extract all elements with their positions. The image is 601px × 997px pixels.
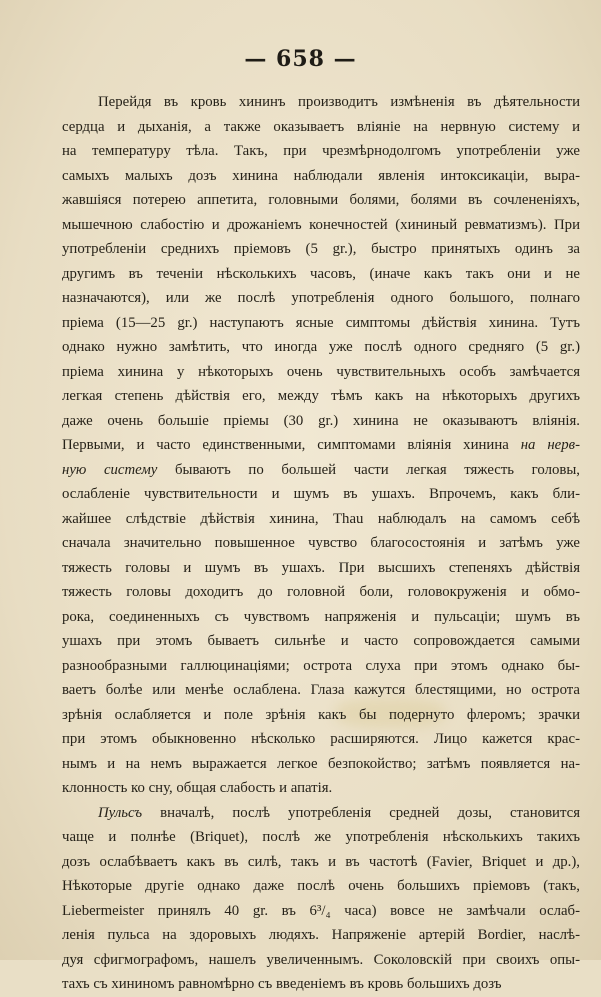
text-line: тахъ съ хининомъ равномѣрно съ введеніемъ въ кровь большихъ дозъ [62, 976, 502, 992]
text-line: пріема (15—25 gr.) наступаютъ ясные симптомы дѣйствія хинина. Тутъ [62, 314, 580, 331]
text-line: даже очень большіе пріемы (30 gr.) хинина не оказываютъ вліянія. [62, 412, 580, 429]
text-line: тяжесть головы и шумъ въ ушахъ. При высшихъ степеняхъ дѣйствія [62, 559, 580, 576]
text-line: дозъ ослабѣваетъ какъ въ силѣ, такъ и въ частотѣ (Favier, Briquet и др.), [62, 853, 580, 870]
text-line: Пульсъ вначалѣ, послѣ употребленія средней дозы, становится [98, 804, 580, 821]
text-line: Liebermeister принялъ 40 gr. въ 6³/₄ часа) вовсе не замѣчали ослаб- [62, 902, 580, 919]
page-number: — 658 — [244, 46, 357, 72]
text-line: зрѣнія ослабляется и поле зрѣнія какъ бы подернуто флеромъ; зрачки [62, 706, 580, 723]
text-line: разнообразными галлюцинаціями; острота слуха при этомъ однако бы- [62, 657, 580, 674]
text-line: жавшіяся потерею аппетита, головными болями, болями въ сочлененіяхъ, [62, 192, 580, 208]
text-line: пріема хинина у нѣкоторыхъ очень чувствительныхъ особъ замѣчается [62, 363, 580, 380]
text-line: ослабленіе чувствительности и шумъ въ ушахъ. Впрочемъ, какъ бли- [62, 486, 580, 502]
text-line: другимъ въ теченіи нѣсколькихъ часовъ, (иначе какъ такъ они и не [62, 265, 580, 282]
text-line: мышечною слабостію и дрожаніемъ конечностей (хининый ревматизмъ). При [62, 216, 580, 233]
text-line: самыхъ малыхъ дозъ хинина наблюдали явленія интоксикаціи, выра- [62, 167, 580, 184]
text-line: сердца и дыханія, а также оказываетъ вліяніе на нервную систему и [62, 118, 580, 135]
text-line: дуя сфигмографомъ, нашелъ увеличеннымъ. Соколовскій при своихъ опы- [62, 951, 580, 968]
text-line: ушахъ при этомъ бываетъ сильнѣе и часто сопровождается самыми [62, 633, 580, 649]
text-line: тяжесть головы доходитъ до головной боли, головокруженія и обмо- [62, 584, 580, 600]
text-line: чаще и полнѣе (Briquet), послѣ же употребленія нѣсколькихъ такихъ [62, 829, 580, 845]
text-line: ную систему бываютъ по большей части легкая тяжесть головы, [62, 461, 580, 478]
text-line: употребленіи среднихъ пріемовъ (5 gr.), быстро принятыхъ одинъ за [62, 241, 580, 257]
text-line: Перейдя въ кровь хининъ производитъ измѣненія въ дѣятельности [98, 94, 580, 110]
body-text [62, 90, 580, 997]
text-line: однако нужно замѣтить, что иногда уже послѣ одного средняго (5 gr.) [62, 339, 580, 355]
text-line: клонность ко сну, общая слабость и апатія. [62, 780, 333, 796]
text-line: легкая степень дѣйствія его, между тѣмъ какъ на нѣкоторыхъ другихъ [62, 388, 580, 404]
text-line: рока, соединенныхъ съ чувствомъ напряженія и пульсаціи; шумъ въ [62, 608, 580, 625]
text-line: Нѣкоторые другіе однако даже послѣ очень большихъ пріемовъ (такъ, [62, 878, 580, 894]
text-line: сначала значительно повышенное чувство благосостоянія и затѣмъ уже [62, 535, 580, 551]
text-line: на температуру тѣла. Такъ, при чрезмѣрнодолгомъ употребленіи уже [62, 143, 580, 159]
text-line: жайшее слѣдствіе дѣйствія хинина, Thau наблюдалъ на самомъ себѣ [62, 510, 580, 527]
text-line: при этомъ обыкновенно нѣсколько расширяются. Лицо кажется крас- [62, 731, 580, 747]
text-line: ленія пульса на здоровыхъ людяхъ. Напряженіе артерій Bordier, наслѣ- [62, 927, 580, 943]
text-line: нымъ и на немъ выражается легкое безпокойство; затѣмъ появляется на- [62, 755, 580, 772]
text-line: ваетъ болѣе или менѣе ослаблена. Глаза кажутся блестящими, но острота [62, 682, 580, 698]
text-line: Первыми, и часто единственными, симптомами вліянія хинина на нерв- [62, 437, 580, 453]
text-line: назначаются), или же послѣ употребленія одного большого, полнаго [62, 290, 580, 306]
